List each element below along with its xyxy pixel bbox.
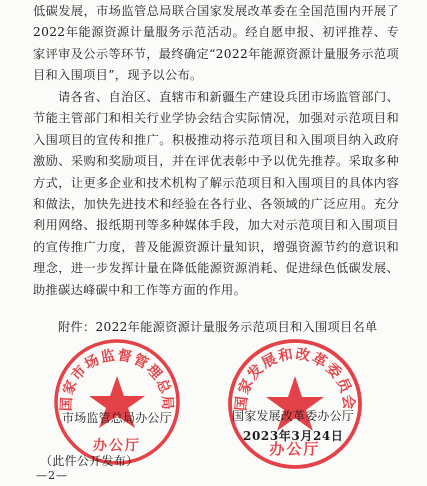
right-seal-arc-text: 国家发展和改革委员会 <box>232 345 358 412</box>
attachment-line: 附件：2022年能源资源计量服务示范项目和入围项目名单 <box>58 320 378 334</box>
right-seal-bottom-text: 办公厅 <box>269 440 321 458</box>
right-issuer: 国家发展改革委办公厅 <box>232 409 355 423</box>
page-number: —2— <box>36 469 68 482</box>
body-paragraph-1: 低碳发展，市场监管总局联合国家发展改革委在全国范围内开展了2022年能源资源计量服务示范活动。经自愿申报、初评推荐、专家评审及公示等环节，最终确定“2022年能源资源计量服务示范项目和入围项目”，现予以公布。 <box>33 4 399 83</box>
left-seal-arc-text: 国家市场监督管理总局 <box>58 347 176 412</box>
official-seal-left <box>51 336 183 468</box>
issue-date: 2023年3月24日 <box>243 429 344 443</box>
body-paragraph-2: 请各省、自治区、直辖市和新疆生产建设兵团市场监管部门、节能主管部门和相关行业学协会结合实际情况，加强对示范项目和入围项目的宣传和推广。积极推动将示范项目和入围项目纳入政府激励、采购和奖励项目，并在评优表彰中予以优先推荐。采取多种方式，让更多企业和技术机构了解示范项目和入围项目的具体内容和做法，加快先进技术和经验在各行业、各领域的广泛应用。充分利用网络、报纸期刊等多种媒体手段，加大对示范项目和入围项目的宣传推广力度，普及能源资源计量知识，增强资源节约的意识和理念，进一步发挥计量在降低能源资源消耗、促进绿色低碳发展、助推碳达峰碳中和工作等方面的作用。 <box>33 90 399 297</box>
left-issuer: 市场监管总局办公厅 <box>62 411 172 425</box>
official-seal-right <box>225 336 365 472</box>
publication-note: （此件公开发布） <box>40 454 139 468</box>
left-seal-bottom-text: 办公厅 <box>93 438 141 454</box>
